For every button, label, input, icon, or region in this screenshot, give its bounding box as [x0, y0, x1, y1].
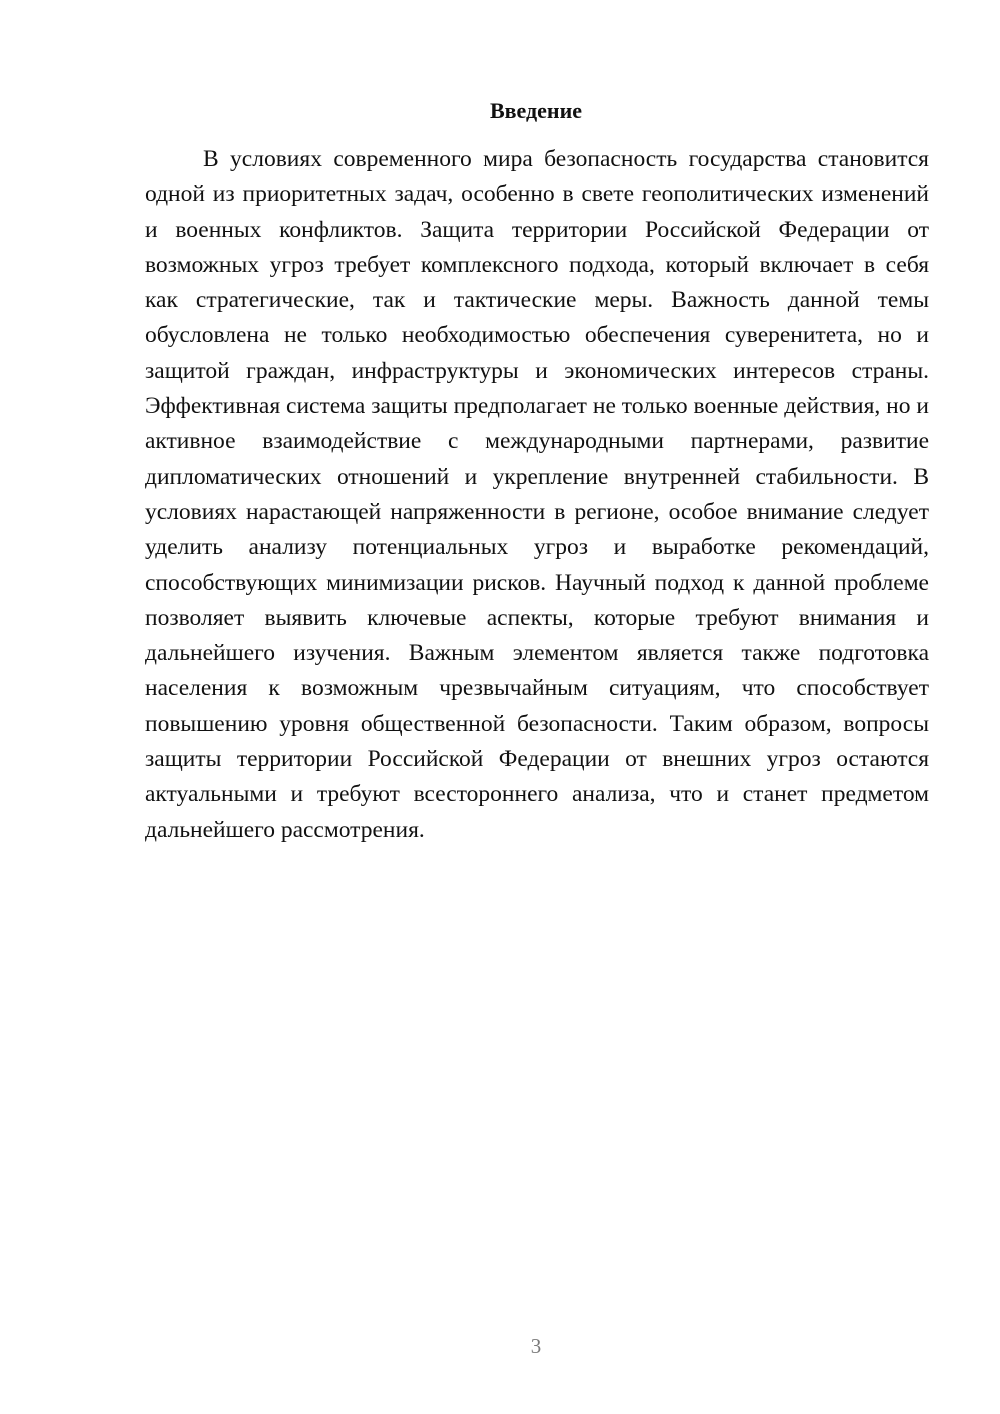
- paragraph: В условиях современного мира безопасность государства становится одной из приоритетных задач, особенно в свете геополитических изменений и военных конфликтов. Защита территории Российской Федерации от возможных угроз требует комплексного подхода, который включает в себя как стратегические, так и тактические меры. Важность данной темы обусловлена не только необходимостью обеспечения суверенитета, но и защитой граждан, инфраструктуры и экономических интересов страны. Эффективная система защиты предполагает не только военные действия, но и активное взаимодействие с международными партнерами, развитие дипломатических отношений и укрепление внутренней стабильности. В условиях нарастающей напряженности в регионе, особое внимание следует уделить анализу потенциальных угроз и выработке рекомендаций, способствующих минимизации рисков. Научный подход к данной проблеме позволяет выявить ключевые аспекты, которые требуют внимания и дальнейшего изучения. Важным элементом является также подготовка населения к возможным чрезвычайным ситуациям, что способствует повышению уровня общественной безопасности. Таким образом, вопросы защиты территории Российской Федерации от внешних угроз остаются актуальными и требуют всестороннего анализа, что и станет предметом дальнейшего рассмотрения.: [145, 146, 929, 843]
- text-body: [145, 142, 929, 848]
- page-number: 3: [530, 1334, 542, 1358]
- section-heading: Введение: [489, 98, 583, 123]
